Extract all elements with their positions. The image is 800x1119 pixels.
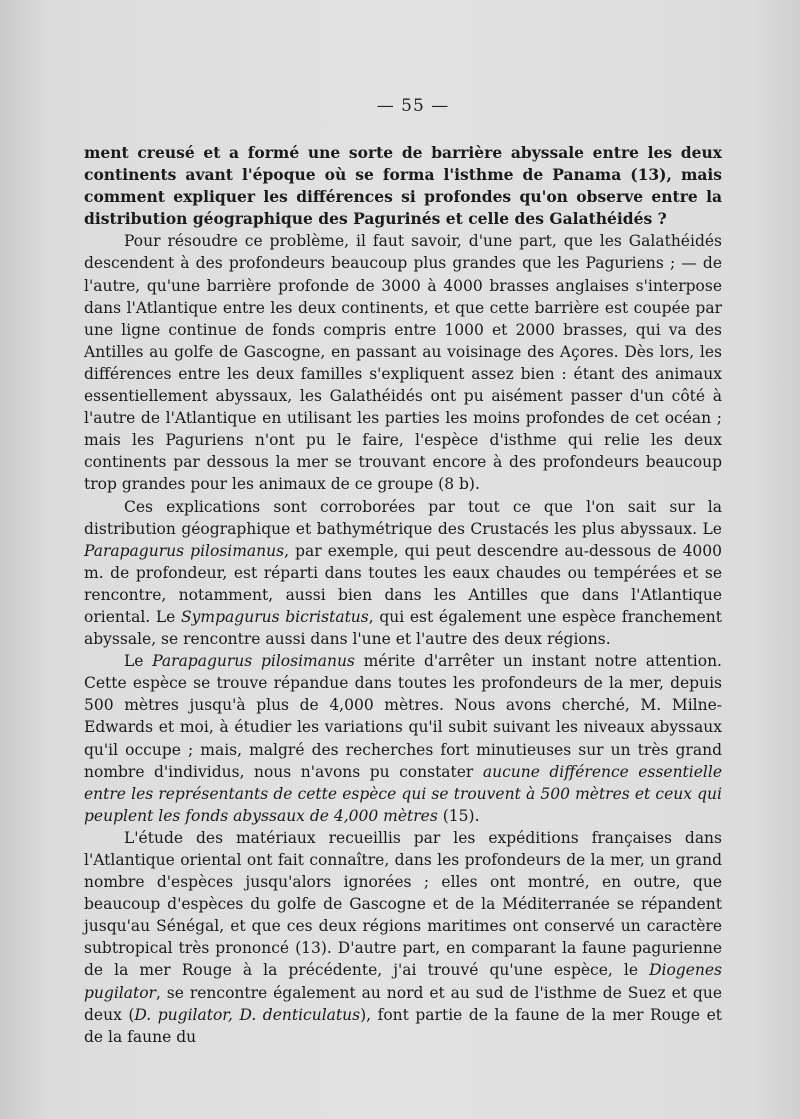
paragraph-4 — [84, 650, 722, 827]
paragraph-5-text-c: ), font partie de la faune de la mer Rouge et de la faune du — [84, 1005, 723, 1046]
paragraph-4-text-a: Le — [124, 652, 153, 671]
paragraph-4-text-b: mérite d'arrêter un instant notre attention. Cette espèce se trouve répandue dans toutes les profondeurs de la mer, depuis 500 mètres jusqu'à plus de 4,000 mètres. Nous avons cherché, M. Milne-Edwards et moi, à étudier les variations qu'il subit suivant les niveaux abyssaux qu'il occupe ; mais, malgré des recherches fort minutieuses sur un très grand nombre d'individus, nous n'avons pu constater — [84, 652, 722, 781]
paragraph-5-text-b: , se rencontre également au nord et au sud de l'isthme de Suez et que deux ( — [84, 983, 722, 1024]
species-name-parapagurus: Parapagurus pilosimanus — [84, 541, 285, 560]
paragraph-5 — [84, 827, 722, 1048]
species-names-diogenes-pair: D. pugilator, D. denticulatus — [134, 1005, 361, 1024]
paragraph-1: ment creusé et a formé une sorte de barrière abyssale entre les deux continents avant l'époque où se forma l'isthme de Panama (13), mais comment expliquer les différences si profondes qu'on observe entre la distribution géographique des Pagurinés et celle des Galathéidés ? — [84, 143, 722, 229]
paragraph-4-text-c: (15). — [437, 806, 480, 825]
page-number: — 55 — — [376, 96, 450, 116]
paragraph-5-text-a: L'étude des matériaux recueillis par les expéditions françaises dans l'Atlantique oriental ont fait connaître, dans les profondeurs de la mer, un grand nombre d'espèces jusqu'alors ignorées ; elles ont montré, en outre, que beaucoup d'espèces du golfe de Gascogne et de la Méditerranée se répandent jusqu'au Sénégal, et que ces deux régions maritimes ont conservé un caractère subtropical très prononcé (13). D'autre part, en comparant la faune pagurienne de la mer Rouge à la précédente, j'ai trouvé qu'une espèce, le — [84, 828, 722, 980]
species-name-sympagurus: Sympagurus bicristatus — [181, 607, 369, 626]
book-page — [84, 96, 722, 1048]
paragraph-2: Pour résoudre ce problème, il faut savoir, d'une part, que les Galathéidés descendent à des profondeurs beaucoup plus grandes que les Paguriens ; — de l'autre, qu'une barrière profonde de 3000 à 4000 brasses anglaises s'interpose dans l'Atlantique entre les deux continents, et que cette barrière est coupée par une ligne continue de fonds compris entre 1000 et 2000 brasses, qui va des Antilles au golfe de Gascogne, en passant au voisinage des Açores. Dès lors, les différences entre les deux familles s'expliquent assez bien : étant des animaux essentiellement abyssaux, les Galathéidés ont pu aisément passer d'un côté à l'autre de l'Atlantique en utilisant les parties les moins profondes de cet océan ; mais les Paguriens n'ont pu le faire, l'espèce d'isthme qui relie les deux continents par dessous la mer se trouvant encore à des profondeurs beaucoup trop grandes pour les animaux de ce groupe (8 b). — [84, 232, 722, 494]
species-name-diogenes: Diogenes pugilator — [84, 961, 722, 1002]
paragraph-3-text-c: , qui est également une espèce franchement abyssale, se rencontre aussi dans l'une et l'autre des deux régions. — [84, 607, 723, 649]
species-name-parapagurus-2: Parapagurus pilosimanus — [152, 652, 355, 671]
paragraph-3-text-b: , par exemple, qui peut descendre au-dessous de 4000 m. de profondeur, est réparti dans toutes les eaux chaudes ou tempérées et se rencontre, notamment, aussi bien dans les Antilles que dans l'Atlantique oriental. Le — [84, 541, 723, 626]
emphasized-finding: aucune différence essentielle entre les représentants de cette espèce qui se trouvent à 500 mètres et ceux qui peuplent les fonds abyssaux de 4,000 mètres — [84, 762, 722, 825]
paragraph-3 — [84, 496, 722, 651]
paragraph-3-text-a: Ces explications sont corroborées par tout ce que l'on sait sur la distribution géographique et bathymétrique des Crustacés les plus abyssaux. Le — [84, 497, 722, 538]
